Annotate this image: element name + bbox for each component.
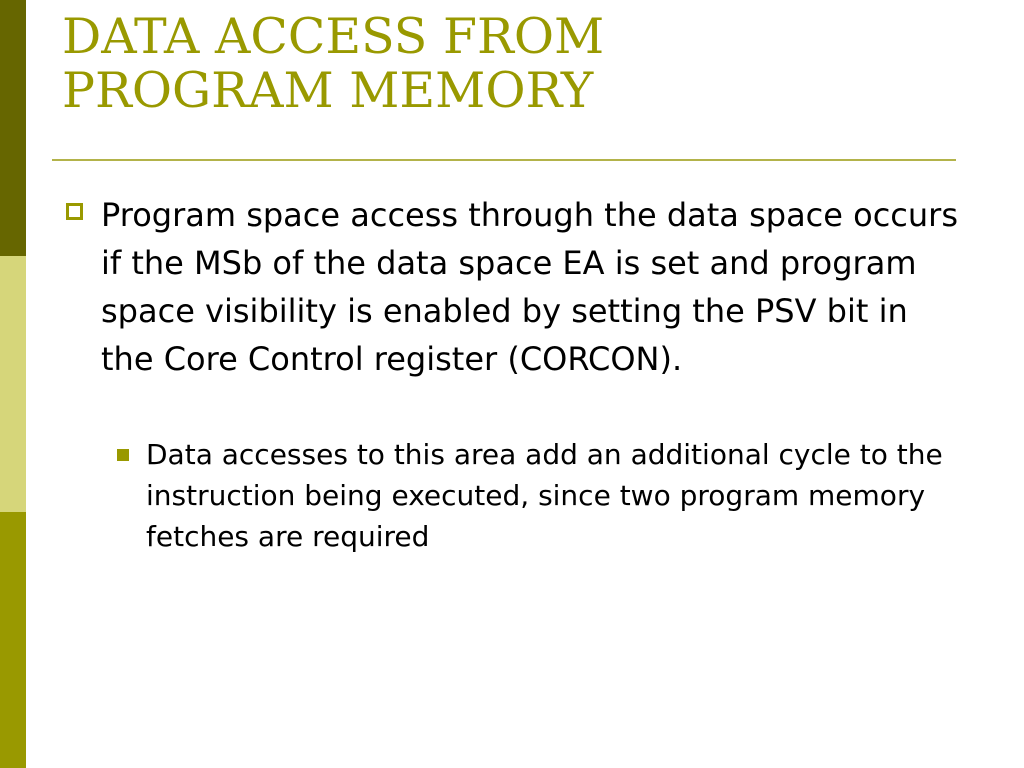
bullet-level-2: Data accesses to this area add an additional cycle to the instruction being executed, since two program memory fetches are required [146, 438, 943, 553]
sidebar-segment-dark [0, 0, 26, 256]
slide-title [62, 10, 962, 118]
title-line-2: PROGRAM MEMORY [62, 62, 594, 119]
title-divider [52, 159, 956, 161]
hollow-square-icon [66, 203, 83, 220]
solid-square-icon [117, 449, 129, 461]
sidebar-stripe [0, 0, 26, 768]
bullet-level-1: Program space access through the data space occurs if the MSb of the data space EA is set and program space visibility is enabled by setting the PSV bit in the Core Control register (CORCON). [101, 196, 958, 378]
title-line-1: DATA ACCESS FROM [62, 8, 605, 65]
sidebar-segment-olive [0, 512, 26, 768]
sidebar-segment-light [0, 256, 26, 512]
